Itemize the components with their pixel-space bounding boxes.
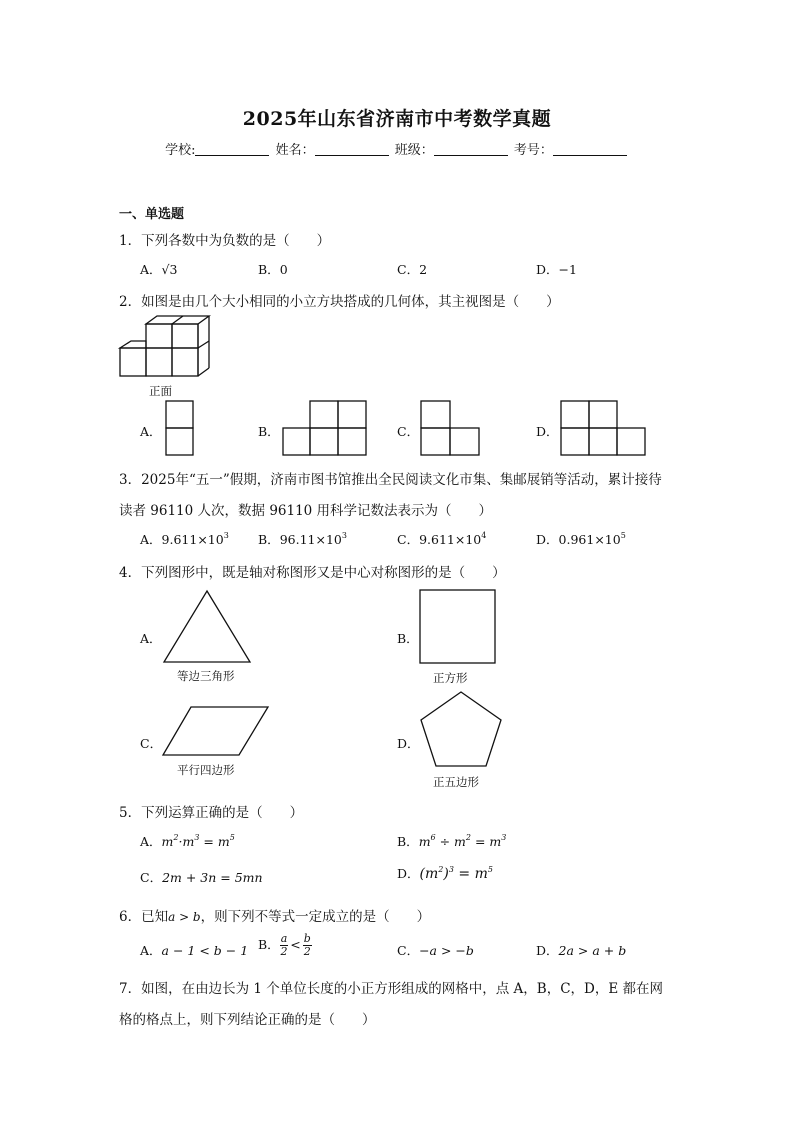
q4-option-a[interactable]: A． [140, 631, 162, 646]
q2-option-a[interactable]: A． [140, 424, 162, 439]
q6-option-c[interactable] [397, 941, 474, 959]
q6-option-b[interactable] [258, 933, 312, 958]
q1-option-d[interactable] [536, 260, 577, 278]
q4-option-b-caption: 正方形 [433, 671, 468, 685]
less-than-sign: < [290, 937, 301, 952]
fraction-a-over-2: $\frac{a}{2}$ [280, 932, 288, 958]
option-mantissa: 0.961×10 [558, 532, 621, 547]
q3-option-c[interactable] [397, 530, 486, 548]
option-label: A． [140, 532, 162, 547]
option-text: −1 [558, 262, 577, 277]
option-label: B． [258, 262, 280, 277]
q5-option-a[interactable] [140, 832, 235, 850]
option-expression: −a > −b [419, 943, 474, 958]
name-label: 姓名： [275, 143, 315, 158]
stem-prefix: 6．已知 [119, 909, 169, 925]
q2-option-d-view [560, 400, 648, 458]
option-text: 0 [279, 262, 288, 277]
cube-solid-figure [119, 314, 211, 380]
school-field[interactable] [195, 143, 269, 156]
option-exponent: 3 [341, 531, 347, 540]
option-label: C． [397, 943, 420, 958]
option-text: √3 [161, 262, 178, 277]
parallelogram-shape [162, 705, 270, 757]
option-label: A． [140, 262, 162, 277]
q4-option-a-caption: 等边三角形 [177, 669, 235, 683]
option-label: D． [397, 866, 420, 881]
q4-option-b[interactable]: B． [397, 631, 419, 646]
option-expression: $m^2\cdot m^3 = m^5$ [161, 833, 235, 849]
q1-option-b[interactable] [258, 260, 288, 278]
option-text: 2 [419, 262, 428, 277]
q1-option-a[interactable] [140, 260, 177, 278]
question-7-stem-line-1: 7．如图，在由边长为 1 个单位长度的小正方形组成的网格中，点 A，B，C，D，E 都在网 [119, 981, 664, 997]
option-label: D． [536, 262, 559, 277]
option-exponent: 4 [481, 531, 487, 540]
class-label: 班级： [394, 143, 434, 158]
question-1-stem: 1．下列各数中为负数的是（ ） [119, 233, 331, 249]
q3-option-b[interactable] [258, 530, 347, 548]
question-2-stem: 2．如图是由几个大小相同的小立方块搭成的几何体，其主视图是（ ） [119, 294, 560, 310]
option-expression: a − 1 < b − 1 [161, 943, 249, 958]
regular-pentagon-shape [420, 690, 504, 770]
option-label: D． [536, 532, 559, 547]
option-exponent: 3 [223, 531, 229, 540]
option-label: D． [536, 943, 559, 958]
option-label: C． [397, 262, 420, 277]
exam-no-label: 考号： [513, 143, 553, 158]
q6-option-a[interactable] [140, 941, 248, 959]
option-label: B． [397, 834, 419, 849]
q3-option-d[interactable] [536, 530, 626, 548]
school-label: 学校: [165, 143, 196, 158]
option-label: A． [140, 834, 162, 849]
option-mantissa: 96.11×10 [279, 532, 342, 547]
q3-option-a[interactable] [140, 530, 229, 548]
question-4-stem: 4．下列图形中，既是轴对称图形又是中心对称图形的是（ ） [119, 565, 506, 581]
option-label: B． [258, 937, 280, 952]
q2-option-b[interactable]: B． [258, 424, 280, 439]
section-heading: 一、单选题 [119, 207, 185, 222]
q2-option-d[interactable]: D． [536, 424, 559, 439]
question-5-stem: 5．下列运算正确的是（ ） [119, 805, 304, 821]
fraction-b-over-2: $\frac{b}{2}$ [303, 932, 311, 958]
question-3-stem-line-2: 读者 96110 人次，数据 96110 用科学记数法表示为（ ） [119, 503, 493, 519]
option-mantissa: 9.611×10 [419, 532, 482, 547]
exam-no-field[interactable] [553, 143, 627, 156]
q4-option-c[interactable]: C． [140, 736, 163, 751]
option-expression: $m^6 \div m^2 = m^3$ [418, 833, 507, 849]
q2-option-a-view [165, 400, 195, 458]
q2-option-c-view [420, 400, 482, 458]
q2-option-b-view [282, 400, 368, 458]
option-mantissa: 9.611×10 [161, 532, 224, 547]
stem-suffix: ，则下列不等式一定成立的是（ ） [200, 909, 431, 925]
name-field[interactable] [315, 143, 389, 156]
page-title: 2025年山东省济南市中考数学真题 [242, 108, 552, 130]
q4-option-d-caption: 正五边形 [433, 775, 479, 789]
q2-option-c[interactable]: C． [397, 424, 420, 439]
q5-option-d[interactable] [397, 864, 493, 882]
option-expression: $(m^2)^3 = m^5$ [419, 865, 493, 882]
q2-figure-caption: 正面 [149, 384, 172, 398]
stem-condition: a > b [168, 910, 201, 924]
question-7-stem-line-2: 格的格点上，则下列结论正确的是（ ） [119, 1012, 376, 1028]
option-label: C． [140, 870, 163, 885]
q4-option-c-caption: 平行四边形 [177, 763, 235, 777]
q5-option-b[interactable] [397, 832, 506, 850]
question-3-stem-line-1: 3．2025年“五一”假期，济南市图书馆推出全民阅读文化市集、集邮展销等活动，累计接待 [119, 472, 662, 488]
option-label: A． [140, 943, 162, 958]
student-info-line [0, 139, 794, 158]
option-exponent: 5 [620, 531, 626, 540]
question-6-stem [119, 905, 430, 925]
equilateral-triangle-shape [163, 589, 253, 665]
q4-option-d[interactable]: D． [397, 736, 420, 751]
q1-option-c[interactable] [397, 260, 427, 278]
option-label: C． [397, 532, 420, 547]
class-field[interactable] [434, 143, 508, 156]
option-expression: 2a > a + b [558, 943, 627, 958]
square-shape [419, 589, 497, 665]
q5-option-c[interactable] [140, 868, 263, 886]
q6-option-d[interactable] [536, 941, 626, 959]
option-expression: 2m + 3n = 5mn [162, 870, 263, 885]
option-label: B． [258, 532, 280, 547]
